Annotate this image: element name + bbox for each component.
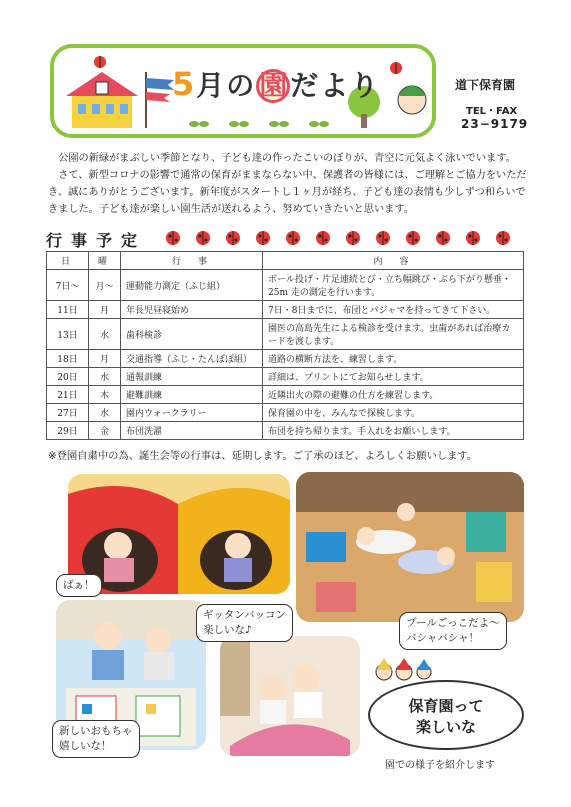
- cell-event: 歯科検診: [121, 319, 263, 350]
- cell-day: 21日: [47, 386, 89, 404]
- header-day: 日: [47, 252, 89, 270]
- speech-bubble-peekaboo: [56, 574, 102, 597]
- bubble-text: バシャバシャ！: [406, 632, 480, 644]
- header-event: 行 事: [121, 252, 263, 270]
- callout-bubble: [368, 680, 524, 750]
- bubble-text: 嬉しいな！: [59, 740, 112, 752]
- callout-line-2: 楽しいな: [415, 718, 476, 736]
- cell-event: 交通指導（ふじ・たんぽぽ組）: [121, 350, 263, 368]
- bubble-text: ギッタンバッコン: [203, 609, 287, 621]
- cell-weekday: 月: [89, 350, 121, 368]
- table-row: [47, 422, 524, 440]
- table-row: [47, 319, 524, 350]
- table-row: [47, 270, 524, 301]
- title-month-number: 5: [172, 65, 197, 103]
- photo-seesaw-illustration: [220, 636, 360, 756]
- cell-weekday: 木: [89, 386, 121, 404]
- cell-content: 保育園の中を、みんなで探検します。: [263, 404, 524, 422]
- title-middle: 月の: [196, 69, 257, 102]
- bubble-text: 新しいおもちゃ: [59, 725, 133, 737]
- tel-label: TEL・FAX: [466, 106, 518, 117]
- callout-line-1: 保育園って: [408, 697, 484, 715]
- cell-event: 年長児昼寝始め: [121, 301, 263, 319]
- cell-day: 11日: [47, 301, 89, 319]
- cell-content: 7日・8日までに、布団とパジャマを持ってきて下さい。: [263, 301, 524, 319]
- cell-content: 詳細は、プリントにてお知らせします。: [263, 368, 524, 386]
- photo-blocks: [296, 472, 524, 622]
- cell-content: 近隣出火の際の避難の仕方を練習します。: [263, 386, 524, 404]
- cell-event: 布団洗濯: [121, 422, 263, 440]
- photo-tunnel-illustration: [68, 474, 290, 594]
- cell-event: 園内ウォークラリー: [121, 404, 263, 422]
- header-weekday: 曜: [89, 252, 121, 270]
- intro-text: [48, 150, 528, 218]
- intro-paragraph-1: 公園の新緑がまぶしい季節となり、子ども達の作ったこいのぼりが、青空に元気よく泳いでいます。: [58, 153, 516, 164]
- schedule-heading: 行事予定: [46, 231, 147, 250]
- cell-content: ボール投げ・片足連続とび・立ち幅跳び・ぶら下がり懸垂・25m 走の測定を行います。: [263, 270, 524, 301]
- cell-content: 道路の横断方法を、練習します。: [263, 350, 524, 368]
- photo-tunnel: [68, 474, 290, 594]
- table-row: [47, 386, 524, 404]
- ladybug-decoration: [164, 229, 524, 247]
- photo-blocks-illustration: [296, 472, 524, 622]
- bubble-text: ばぁ！: [63, 579, 95, 591]
- tel-number: 23−9179: [461, 117, 529, 131]
- cell-weekday: 水: [89, 404, 121, 422]
- title-circle-char: 園: [256, 69, 290, 103]
- title-end: だより: [290, 69, 381, 102]
- cell-content: 園医の高島先生による検診を受けます。虫歯があれば治療カードを渡します。: [263, 319, 524, 350]
- cell-event: 避難訓練: [121, 386, 263, 404]
- intro-paragraph-2: さて、新型コロナの影響で通常の保育がままならない中、保護者の皆様には、ご理解とご協力をいただき、誠にありがとうございます。新年度がスタートし１ヶ月が経ち、子ども達の表情も少しずつ和らいできました。子ども達が楽しい園生活が送れるよう、努めていきたいと思います。: [48, 170, 527, 215]
- org-name: 道下保育園: [455, 78, 516, 92]
- notice-text: ※登園自粛中の為、誕生会等の行事は、延期します。ご了承のほど、よろしくお願いします。: [48, 450, 478, 462]
- cell-day: 27日: [47, 404, 89, 422]
- bubble-text: 楽しいな♪: [203, 624, 252, 636]
- table-row: [47, 368, 524, 386]
- cell-day: 13日: [47, 319, 89, 350]
- cell-day: 7日〜: [47, 270, 89, 301]
- schedule-table: [46, 251, 524, 440]
- cell-event: 通報訓練: [121, 368, 263, 386]
- cell-day: 20日: [47, 368, 89, 386]
- cell-weekday: 水: [89, 368, 121, 386]
- callout-caption: 園での様子を紹介します: [385, 760, 495, 771]
- cell-weekday: 水: [89, 319, 121, 350]
- header-content: 内 容: [263, 252, 524, 270]
- cell-event: 運動能力測定（ふじ組）: [121, 270, 263, 301]
- kids-mascot-icon: [372, 654, 432, 684]
- cell-weekday: 月: [89, 301, 121, 319]
- cell-day: 18日: [47, 350, 89, 368]
- table-header-row: [47, 252, 524, 270]
- table-row: [47, 301, 524, 319]
- table-row: [47, 404, 524, 422]
- bubble-text: プールごっこだよ〜: [406, 617, 500, 629]
- table-row: [47, 350, 524, 368]
- speech-bubble-new-toy: [52, 720, 140, 758]
- cell-weekday: 金: [89, 422, 121, 440]
- cell-day: 29日: [47, 422, 89, 440]
- speech-bubble-seesaw: [196, 604, 293, 642]
- speech-bubble-pool: [399, 612, 507, 650]
- cell-content: 布団を持ち帰ります。手入れをお願いします。: [263, 422, 524, 440]
- photo-seesaw: [220, 636, 360, 756]
- newsletter-title: [172, 64, 380, 104]
- cell-weekday: 月〜: [89, 270, 121, 301]
